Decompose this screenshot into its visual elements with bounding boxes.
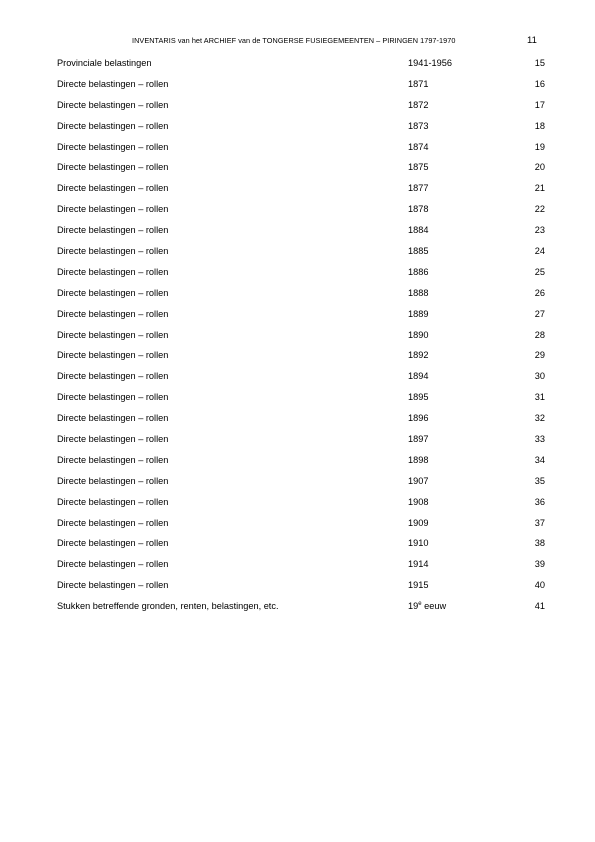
- row-date: 1875: [408, 162, 429, 173]
- table-row: [0, 158, 595, 179]
- row-description: Directe belastingen – rollen: [57, 517, 169, 528]
- row-description: Directe belastingen – rollen: [57, 78, 169, 89]
- row-description: Directe belastingen – rollen: [57, 580, 169, 591]
- row-date: 1910: [408, 538, 429, 549]
- row-description: Directe belastingen – rollen: [57, 183, 169, 194]
- row-date: 1884: [408, 225, 429, 236]
- row-date: 1898: [408, 454, 429, 465]
- row-inventory-number: 29: [534, 350, 545, 361]
- row-inventory-number: 31: [534, 392, 545, 403]
- table-row: [0, 326, 595, 347]
- row-date-suffix: eeuw: [421, 601, 447, 612]
- row-description: Provinciale belastingen: [57, 58, 152, 68]
- row-inventory-number: 38: [534, 538, 545, 549]
- row-date: 1897: [408, 434, 429, 445]
- row-inventory-number: 34: [534, 454, 545, 465]
- row-inventory-number: 19: [534, 141, 545, 152]
- row-date-base: 19: [408, 601, 419, 612]
- table-row: [0, 493, 595, 514]
- table-row: [0, 430, 595, 451]
- row-date: 1885: [408, 246, 429, 257]
- row-description: Directe belastingen – rollen: [57, 329, 169, 340]
- page-number: 11: [527, 35, 537, 46]
- table-row: [0, 96, 595, 117]
- row-description: Directe belastingen – rollen: [57, 559, 169, 570]
- table-row: [0, 451, 595, 472]
- page-header: [0, 36, 595, 50]
- row-description: Directe belastingen – rollen: [57, 350, 169, 361]
- row-description: Directe belastingen – rollen: [57, 496, 169, 507]
- row-date: 1890: [408, 329, 429, 340]
- table-row: [0, 305, 595, 326]
- table-row: [0, 555, 595, 576]
- inventory-table: [0, 54, 595, 618]
- row-date: 1895: [408, 392, 429, 403]
- row-inventory-number: 26: [534, 287, 545, 298]
- table-row: [0, 179, 595, 200]
- table-row: [0, 409, 595, 430]
- row-description: Directe belastingen – rollen: [57, 246, 169, 257]
- row-description: Directe belastingen – rollen: [57, 99, 169, 110]
- row-description: Directe belastingen – rollen: [57, 434, 169, 445]
- row-inventory-number: 25: [534, 266, 545, 277]
- table-row: [0, 284, 595, 305]
- table-row: [0, 514, 595, 535]
- row-inventory-number: 36: [534, 496, 545, 507]
- table-row: [0, 346, 595, 367]
- row-description: Directe belastingen – rollen: [57, 413, 169, 424]
- row-description: Directe belastingen – rollen: [57, 371, 169, 382]
- row-date: 1886: [408, 266, 429, 277]
- row-date: 1892: [408, 350, 429, 361]
- row-date: 1889: [408, 308, 429, 319]
- row-date: 1871: [408, 78, 429, 89]
- row-inventory-number: 17: [534, 99, 545, 110]
- row-inventory-number: 15: [534, 58, 545, 68]
- row-date: 1914: [408, 559, 429, 570]
- row-description: Stukken betreffende gronden, renten, belastingen, etc.: [57, 601, 279, 612]
- header-title: INVENTARIS van het ARCHIEF van de TONGERSE FUSIEGEMEENTEN – PIRINGEN 1797-1970: [132, 36, 456, 45]
- table-row: [0, 472, 595, 493]
- table-row: [0, 534, 595, 555]
- row-date: 1909: [408, 517, 429, 528]
- row-inventory-number: 32: [534, 413, 545, 424]
- row-inventory-number: 33: [534, 434, 545, 445]
- table-row: [0, 75, 595, 96]
- row-inventory-number: 20: [534, 162, 545, 173]
- row-description: Directe belastingen – rollen: [57, 308, 169, 319]
- row-inventory-number: 40: [534, 580, 545, 591]
- row-inventory-number: 37: [534, 517, 545, 528]
- row-inventory-number: 24: [534, 246, 545, 257]
- row-date: 1894: [408, 371, 429, 382]
- row-date: 1941-1956: [408, 58, 452, 68]
- row-date-superscript: e: [418, 601, 422, 608]
- row-description: Directe belastingen – rollen: [57, 225, 169, 236]
- table-row: [0, 221, 595, 242]
- table-row: [0, 242, 595, 263]
- table-row: [0, 117, 595, 138]
- table-row: [0, 597, 595, 618]
- row-description: Directe belastingen – rollen: [57, 266, 169, 277]
- row-inventory-number: 27: [534, 308, 545, 319]
- row-description: Directe belastingen – rollen: [57, 454, 169, 465]
- row-date: 1872: [408, 99, 429, 110]
- row-date: 1915: [408, 580, 429, 591]
- row-date: 1873: [408, 120, 429, 131]
- row-date: 1878: [408, 204, 429, 215]
- row-description: Directe belastingen – rollen: [57, 538, 169, 549]
- row-date: 1908: [408, 496, 429, 507]
- table-row: [0, 200, 595, 221]
- row-inventory-number: 18: [534, 120, 545, 131]
- row-inventory-number: 21: [534, 183, 545, 194]
- row-date: 1874: [408, 141, 429, 152]
- table-row: [0, 263, 595, 284]
- row-inventory-number: 22: [534, 204, 545, 215]
- row-description: Directe belastingen – rollen: [57, 204, 169, 215]
- table-row: [0, 138, 595, 159]
- row-inventory-number: 41: [534, 601, 545, 612]
- row-date: 1888: [408, 287, 429, 298]
- row-inventory-number: 35: [534, 475, 545, 486]
- row-description: Directe belastingen – rollen: [57, 120, 169, 131]
- row-description: Directe belastingen – rollen: [57, 392, 169, 403]
- row-inventory-number: 28: [534, 329, 545, 340]
- row-date: [408, 601, 446, 611]
- row-description: Directe belastingen – rollen: [57, 287, 169, 298]
- row-description: Directe belastingen – rollen: [57, 162, 169, 173]
- table-row: [0, 388, 595, 409]
- row-inventory-number: 23: [534, 225, 545, 236]
- row-date: 1907: [408, 475, 429, 486]
- row-inventory-number: 39: [534, 559, 545, 570]
- row-date: 1896: [408, 413, 429, 424]
- row-inventory-number: 30: [534, 371, 545, 382]
- table-row: [0, 367, 595, 388]
- table-row: [0, 54, 595, 75]
- row-inventory-number: 16: [534, 78, 545, 89]
- row-date: 1877: [408, 183, 429, 194]
- row-description: Directe belastingen – rollen: [57, 475, 169, 486]
- row-description: Directe belastingen – rollen: [57, 141, 169, 152]
- table-row: [0, 576, 595, 597]
